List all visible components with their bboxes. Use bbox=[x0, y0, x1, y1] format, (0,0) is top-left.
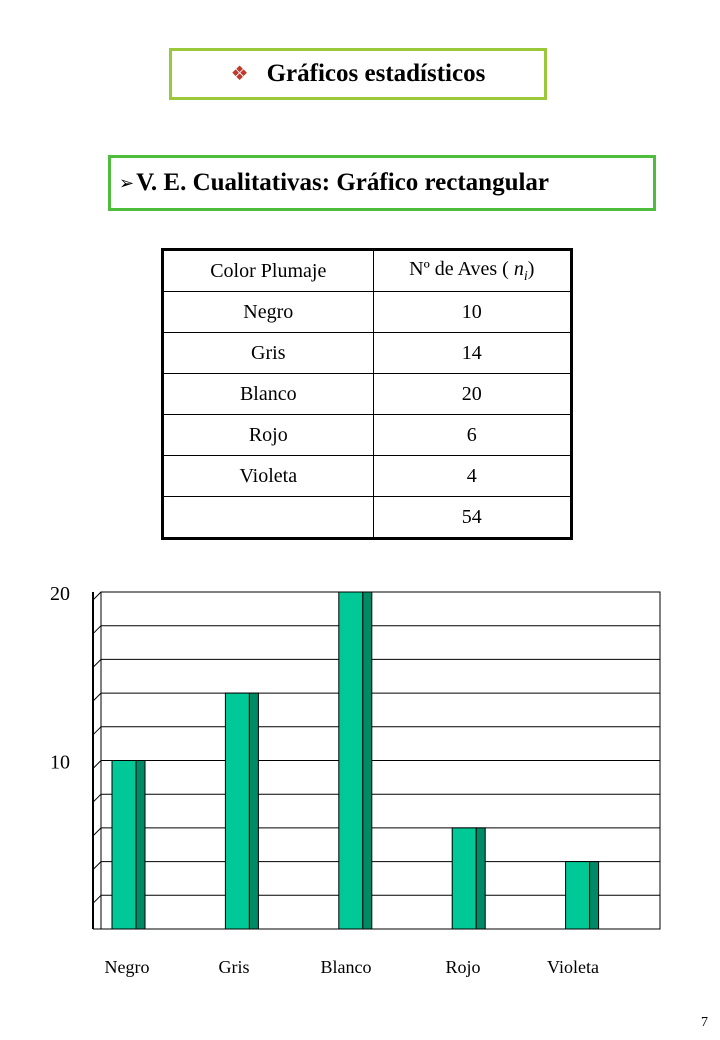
table-row bbox=[163, 292, 572, 333]
arrow-bullet-icon: ➢ bbox=[119, 173, 135, 193]
title-box bbox=[169, 48, 547, 100]
cell-color: Gris bbox=[163, 333, 374, 374]
gridline-connector bbox=[93, 626, 101, 634]
bar bbox=[566, 862, 590, 929]
x-tick-label: Gris bbox=[218, 957, 250, 977]
gridline-connector bbox=[93, 828, 101, 836]
bar bbox=[112, 761, 136, 930]
header-color: Color Plumaje bbox=[163, 250, 374, 292]
page-number: 7 bbox=[701, 1015, 708, 1030]
cell-color: Violeta bbox=[163, 456, 374, 497]
cell-color: Blanco bbox=[163, 374, 374, 415]
table-row bbox=[163, 415, 572, 456]
subtitle-box bbox=[108, 155, 656, 211]
x-tick-label: Rojo bbox=[445, 957, 481, 977]
y-tick-label: 10 bbox=[50, 751, 70, 774]
bar-side bbox=[136, 761, 145, 930]
bar-side bbox=[476, 828, 485, 929]
gridline-connector bbox=[93, 794, 101, 802]
frequency-table bbox=[161, 248, 573, 540]
x-tick-label: Negro bbox=[104, 957, 150, 977]
cell-count: 4 bbox=[373, 456, 571, 497]
gridline-connector bbox=[93, 659, 101, 667]
cell-color bbox=[163, 497, 374, 539]
x-tick-label: Blanco bbox=[320, 957, 372, 977]
table-row bbox=[163, 374, 572, 415]
table-header-row bbox=[163, 250, 572, 292]
cell-count: 14 bbox=[373, 333, 571, 374]
bar-side bbox=[249, 693, 258, 929]
bar-side bbox=[590, 862, 599, 929]
table-total-row bbox=[163, 497, 572, 539]
gridline-connector bbox=[93, 761, 101, 769]
header-variable: $n_i$ bbox=[513, 257, 528, 284]
gridline-connector bbox=[93, 727, 101, 735]
cell-count: 6 bbox=[373, 415, 571, 456]
table-row bbox=[163, 333, 572, 374]
gridline-connector bbox=[93, 862, 101, 870]
cell-color: Negro bbox=[163, 292, 374, 333]
bar-chart bbox=[0, 560, 720, 990]
table-row bbox=[163, 456, 572, 497]
bar-side bbox=[363, 592, 372, 929]
cell-total: 54 bbox=[373, 497, 571, 539]
y-tick-label: 20 bbox=[50, 583, 70, 605]
header-count: Nº de Aves ( $n_i$) bbox=[373, 250, 571, 292]
x-tick-label: Violeta bbox=[547, 957, 599, 977]
bar bbox=[225, 693, 249, 929]
page-title: Gráficos estadísticos bbox=[266, 60, 486, 87]
cell-color: Rojo bbox=[163, 415, 374, 456]
diamond-bullet-icon: ❖ bbox=[230, 63, 249, 85]
gridline-connector bbox=[93, 592, 101, 600]
bar bbox=[452, 828, 476, 929]
gridline-connector bbox=[93, 895, 101, 903]
gridline-connector bbox=[93, 693, 101, 701]
section-title: V. E. Cualitativas: Gráfico rectangular bbox=[136, 169, 550, 196]
cell-count: 10 bbox=[373, 292, 571, 333]
bar bbox=[339, 592, 363, 929]
cell-count: 20 bbox=[373, 374, 571, 415]
